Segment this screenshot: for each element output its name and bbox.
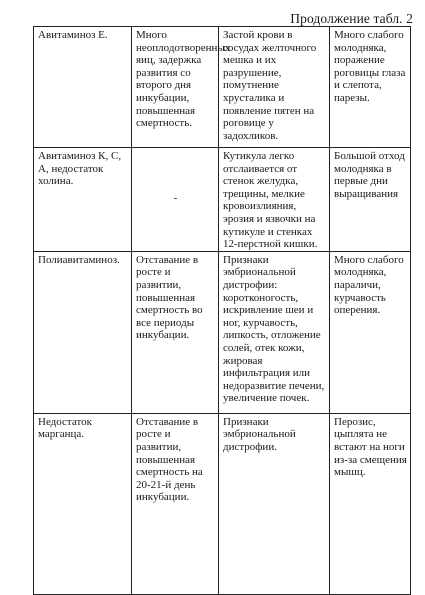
chick-signs-cell: Перозис, цыплята не встают на ноги из-за смещения мышц. — [330, 413, 411, 594]
embryo-signs-cell: Отставание в росте и развитии, повышенная смертность во все периоды инкубации. — [132, 251, 219, 413]
table-row — [34, 27, 411, 148]
table-row — [34, 413, 411, 594]
embryo-signs-cell: - — [132, 148, 219, 252]
embryo-signs-cell: Отставание в росте и развитии, повышенная смертность на 20-21-й день инкубации. — [132, 413, 219, 594]
disease-cell: Авитаминоз К, С, А, недостаток холина. — [34, 148, 132, 252]
disease-cell: Полиавитаминоз. — [34, 251, 132, 413]
table-row — [34, 251, 411, 413]
pathology-cell: Признаки эмбриональной дистрофии. — [219, 413, 330, 594]
chick-signs-cell: Большой отход молодняка в первые дни выращивания — [330, 148, 411, 252]
disease-cell: Авитаминоз Е. — [34, 27, 132, 148]
chick-signs-cell: Много слабого молодняка, поражение роговицы глаза и слепота, парезы. — [330, 27, 411, 148]
embryo-signs-cell: Много неоплодотворенных яиц, задержка развития со второго дня инкубации, повышенная смертность. — [132, 27, 219, 148]
chick-signs-cell: Много слабого молодняка, параличи, курчавость оперения. — [330, 251, 411, 413]
disease-cell: Недостаток марганца. — [34, 413, 132, 594]
pathology-cell: Кутикула легко отслаивается от стенок желудка, трещины, мелкие кровоизлияния, эрозия и язвочки на кутикуле и стенках 12-перстной кишки. — [219, 148, 330, 252]
pathology-cell: Признаки эмбриональной дистрофии: коротконогость, искривление шеи и ног, курчавость, липкость, отложение солей, отек кожи, жировая инфильтрация или недоразвитие печени, увеличение почек. — [219, 251, 330, 413]
pathology-cell: Застой крови в сосудах желточного мешка и их разрушение, помутнение хрусталика и появление пятен на роговице у задохликов. — [219, 27, 330, 148]
symptoms-table — [33, 26, 411, 595]
table-caption: Продолжение табл. 2 — [290, 11, 413, 26]
table-row — [34, 148, 411, 252]
